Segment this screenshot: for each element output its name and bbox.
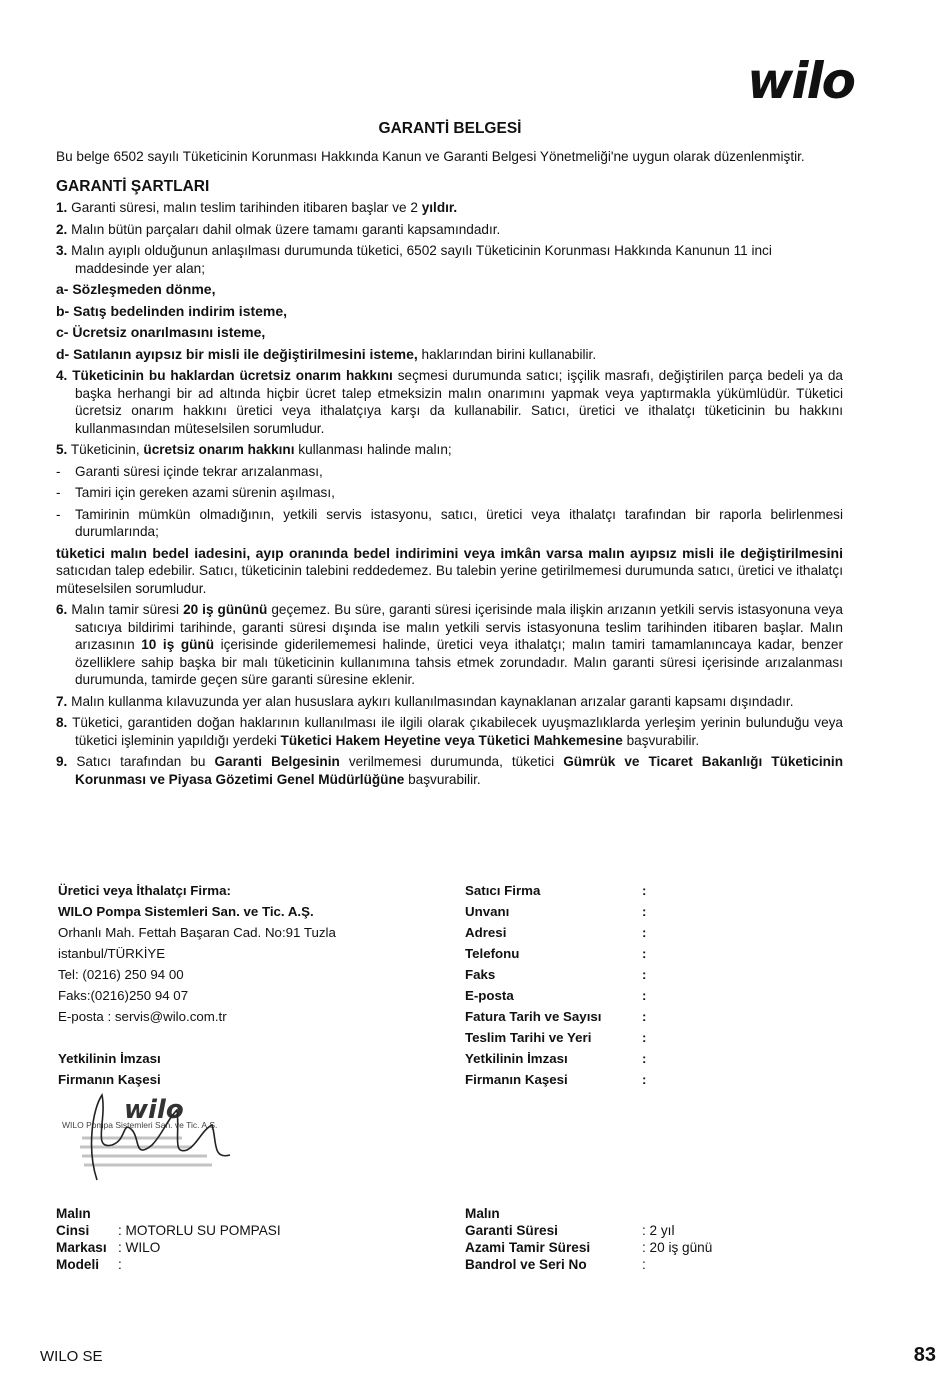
- right-b: b- Satış bedelinden indirim isteme,: [56, 302, 288, 319]
- condition-1: 1. Garanti süresi, malın teslim tarihinden itibaren başlar ve 2 yıldır.: [56, 200, 458, 215]
- seller-row-unvan: Unvanı :: [465, 904, 647, 919]
- document-body: [56, 148, 843, 792]
- manufacturer-name: WILO Pompa Sistemleri San. ve Tic. A.Ş.: [58, 904, 314, 919]
- manufacturer-address: Orhanlı Mah. Fettah Başaran Cad. No:91 Tuzla: [58, 925, 336, 940]
- manufacturer-signature-label: Yetkilinin İmzası: [58, 1051, 161, 1066]
- product-info-right: [465, 1205, 713, 1273]
- intro-text: Bu belge 6502 sayılı Tüketicinin Korunması Hakkında Kanun ve Garanti Belgesi Yönetmeliği'ne uygun olarak düzenlenmiştir.: [56, 149, 805, 164]
- case-1: - Garanti süresi içinde tekrar arızalanması,: [56, 463, 843, 481]
- condition-8: 8. Tüketici, garantiden doğan haklarının kullanılması ile ilgili olarak çıkabilecek uyuşmazlıklarda yerleşim yerinin bulunduğu veya tüketici işleminin yapıldığı yerdeki Tüketici Hakem Heyetine veya Tüketici Mahkemesine başvurabilir.: [56, 715, 843, 748]
- product-model-label: Modeli: [56, 1257, 100, 1272]
- warranty-period-label: Garanti Süresi: [465, 1223, 558, 1238]
- document-title: GARANTİ BELGESİ: [378, 120, 522, 137]
- page-number: 83: [913, 1344, 936, 1366]
- product-brand-value: : WILO: [118, 1240, 161, 1255]
- serial-label: Bandrol ve Seri No: [465, 1257, 587, 1272]
- seller-row-eposta: E-posta :: [465, 988, 647, 1003]
- manufacturer-tel: Tel: (0216) 250 94 00: [58, 967, 184, 982]
- manufacturer-heading: Üretici veya İthalatçı Firma:: [58, 883, 231, 898]
- case-3: - Tamirinin mümkün olmadığının, yetkili servis istasyonu, satıcı, üretici veya ithalatçı tarafından bir raporla belirlenmesi durumlarında;: [56, 506, 843, 541]
- manufacturer-block: [58, 880, 438, 1090]
- product-info-left: [56, 1205, 281, 1273]
- case-2: - Tamiri için gereken azami sürenin aşılması,: [56, 484, 843, 502]
- condition-3: 3. Malın ayıplı olduğunun anlaşılması durumunda tüketici, 6502 sayılı Tüketicinin Korunması Hakkında Kanunun 11 inci maddesinde yer alan;: [56, 243, 772, 276]
- seller-row-adres: Adresi :: [465, 925, 647, 940]
- condition-9: 9. Satıcı tarafından bu Garanti Belgesinin verilmemesi durumunda, tüketici Gümrük ve Ticaret Bakanlığı Tüketicinin Korunması ve Piyasa Gözetimi Genel Müdürlüğüne başvurabilir.: [56, 754, 844, 787]
- condition-4: 4. Tüketicinin bu haklardan ücretsiz onarım hakkını seçmesi durumunda satıcı; işçilik masrafı, değiştirilen parça bedeli ya da başka herhangi bir ad altında hiçbir ücret talep etmeksizin malın onarımını yapmak veya yaptırmakla yükümlüdür. Tüketici ücretsiz onarım hakkını üretici veya ithalatçıya karşı da kullanabilir. Satıcı, üretici ve ithalatçı tüketicinin bu hakkını kullanmasından müteselsilen sorumludur.: [56, 368, 843, 436]
- manufacturer-fax: Faks:(0216)250 94 07: [58, 988, 189, 1003]
- serial-value: :: [642, 1257, 646, 1272]
- product-model-value: :: [118, 1257, 122, 1272]
- manufacturer-email: E-posta : servis@wilo.com.tr: [58, 1009, 227, 1024]
- product-heading: Malın: [56, 1206, 91, 1221]
- product-right-heading: Malın: [465, 1206, 500, 1221]
- product-type-label: Cinsi: [56, 1223, 90, 1238]
- seller-row-faks: Faks :: [465, 967, 647, 982]
- condition-2: 2. Malın bütün parçaları dahil olmak üzere tamamı garanti kapsamındadır.: [56, 221, 501, 237]
- right-a: a- Sözleşmeden dönme,: [56, 281, 216, 297]
- refund-text: tüketici malın bedel iadesini, ayıp oranında bedel indirimini veya imkân varsa malın ayıpsız misli ile değiştirilmesini satıcıdan talep edebilir. Satıcı, tüketicinin talebini reddedemez. Bu talebin yerine getirilmemesi durumunda satıcı, üretici ve ithalatçı müteselsilen sorumludur.: [56, 544, 843, 596]
- seller-row-fatura: Fatura Tarih ve Sayısı :: [465, 1009, 647, 1024]
- condition-5: 5. Tüketicinin, ücretsiz onarım hakkını kullanması halinde malın;: [56, 442, 452, 457]
- max-repair-value: : 20 iş günü: [642, 1240, 713, 1255]
- right-c: c- Ücretsiz onarılmasını isteme,: [56, 324, 266, 340]
- svg-text:WILO Pompa Sistemleri San. ve: WILO Pompa Sistemleri San. ve Tic. A.Ş.: [62, 1120, 218, 1130]
- product-type-value: : MOTORLU SU POMPASI: [118, 1223, 281, 1238]
- wilo-logo: wilo: [747, 52, 854, 110]
- seller-heading: Satıcı Firma :: [465, 883, 647, 898]
- seller-row-teslim: Teslim Tarihi ve Yeri :: [465, 1030, 647, 1045]
- product-brand-label: Markası: [56, 1240, 107, 1255]
- warranty-period-value: : 2 yıl: [642, 1223, 675, 1238]
- seller-row-imza: Yetkilinin İmzası :: [465, 1051, 647, 1066]
- max-repair-label: Azami Tamir Süresi: [465, 1240, 591, 1255]
- manufacturer-city: istanbul/TÜRKİYE: [58, 946, 166, 961]
- svg-text:wilo: wilo: [124, 1095, 184, 1125]
- right-d: d- Satılanın ayıpsız bir misli ile değiştirilmesini isteme, haklarından birini kullanabilir.: [56, 345, 597, 362]
- condition-6: 6. Malın tamir süresi 20 iş gününü geçemez. Bu süre, garanti süresi içerisinde mala ilişkin arızanın yetkili servis istasyonuna veya satıcıya bildirimi tarihinde, garanti süresi dışında ise malın yetkili servis istasyonuna teslim tarihinden itibaren başlar. Malın arızasının 10 iş günü içerisinde giderilememesi halinde, üretici veya ithalatçı; malın tamiri tamamlanıncaya kadar, benzer özelliklere sahip başka bir malı tüketicinin kullanımına tahsis etmek zorundadır. Malın garanti süresi içerisinde arızalanması durumunda, tamirde geçen süre garanti süresine eklenir.: [56, 602, 843, 687]
- seller-row-telefon: Telefonu :: [465, 946, 647, 961]
- footer-brand: WILO SE: [40, 1348, 103, 1365]
- conditions-heading: GARANTİ ŞARTLARI: [56, 177, 210, 195]
- seller-block: [465, 880, 845, 1090]
- company-stamp-signature: [62, 1090, 242, 1185]
- condition-7: 7. Malın kullanma kılavuzunda yer alan hususlara aykırı kullanılmasından kaynaklanan arızalar garanti kapsamı dışındadır.: [56, 693, 794, 709]
- seller-row-kase: Firmanın Kaşesi :: [465, 1072, 647, 1087]
- manufacturer-stamp-label: Firmanın Kaşesi: [58, 1072, 161, 1087]
